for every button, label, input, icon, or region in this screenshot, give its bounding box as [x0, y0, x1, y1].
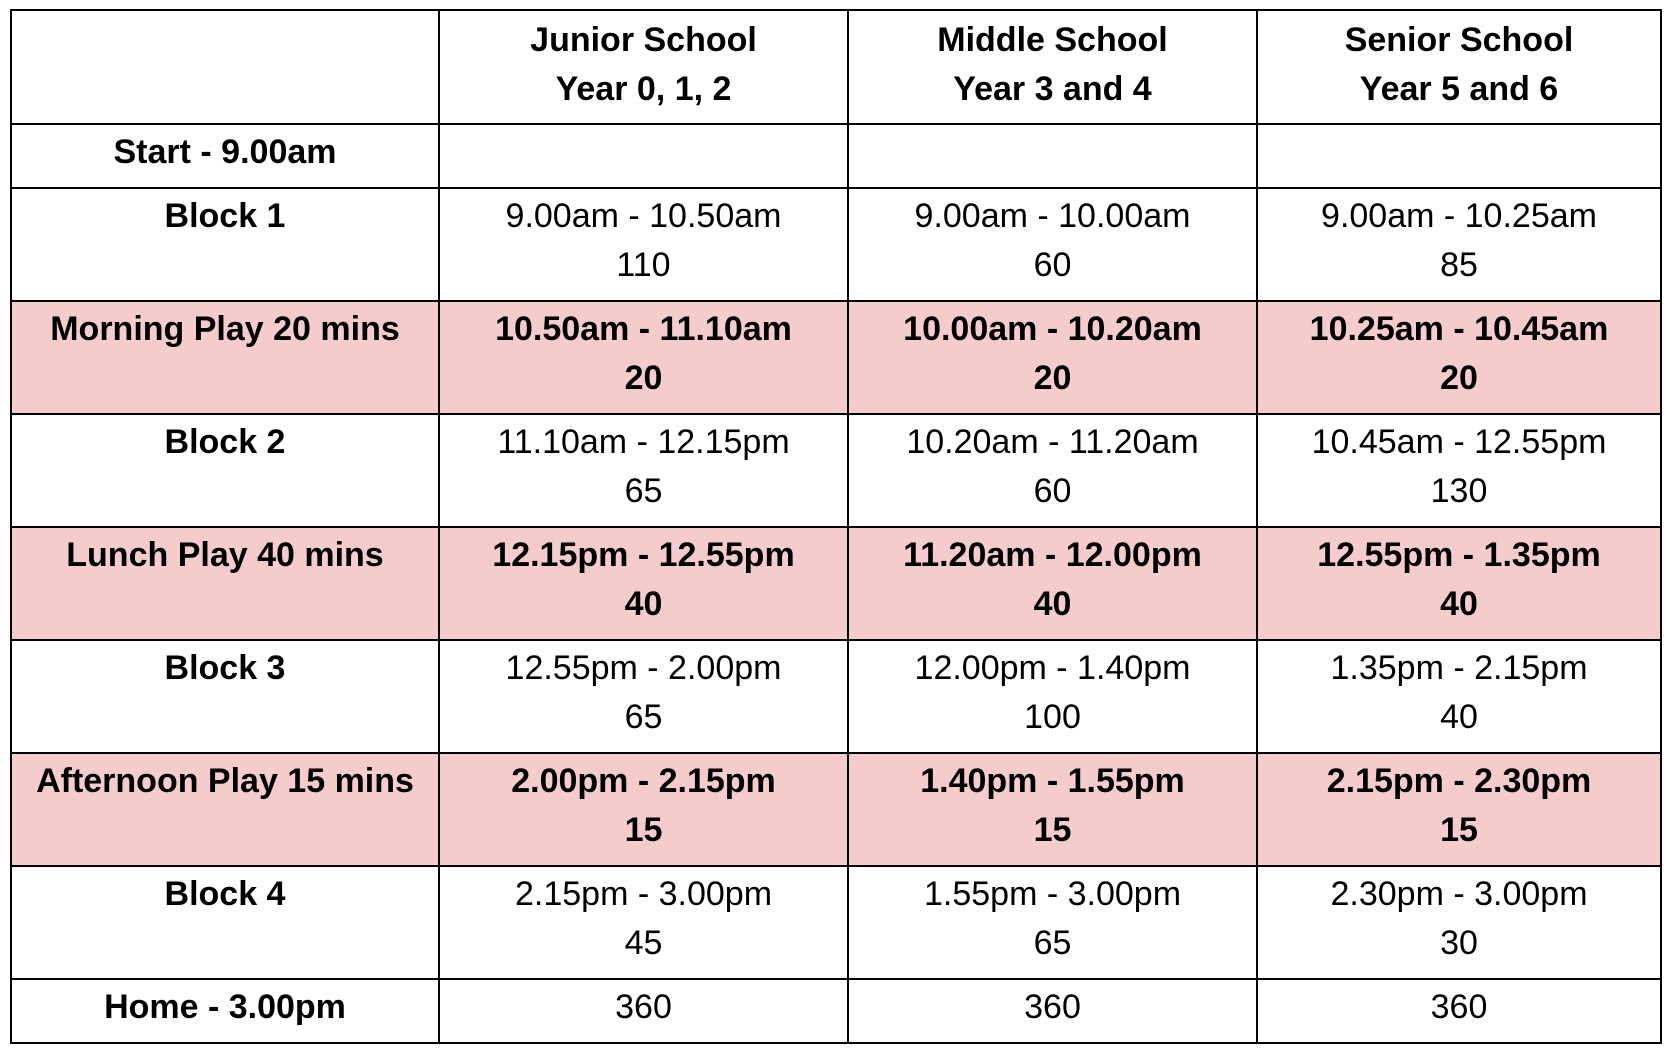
- row-label: Block 1: [11, 188, 439, 301]
- column-header-years: Year 0, 1, 2: [555, 70, 732, 108]
- table-cell: [848, 527, 1257, 640]
- row-block-3: [11, 640, 1661, 753]
- table-cell: 360: [439, 979, 848, 1043]
- time-range: 10.20am - 11.20am: [906, 423, 1199, 461]
- duration-minutes: 65: [624, 698, 663, 736]
- duration-minutes: 40: [1440, 585, 1478, 623]
- time-range: 2.00pm - 2.15pm: [511, 762, 776, 800]
- time-range: 1.55pm - 3.00pm: [923, 875, 1182, 913]
- table-cell: [1257, 640, 1661, 753]
- row-label: Block 2: [11, 414, 439, 527]
- table-cell: [439, 527, 848, 640]
- duration-minutes: 15: [1440, 811, 1478, 849]
- corner-cell: [11, 10, 439, 124]
- time-range: 12.55pm - 1.35pm: [1317, 536, 1601, 574]
- table-cell: [1257, 301, 1661, 414]
- duration-minutes: 60: [1033, 246, 1072, 284]
- column-header-senior: [1257, 10, 1661, 124]
- row-morning-play: [11, 301, 1661, 414]
- table-cell: [848, 753, 1257, 866]
- row-block-4: [11, 866, 1661, 979]
- duration-minutes: 45: [624, 924, 663, 962]
- column-header-title: Junior School: [530, 21, 757, 59]
- table-cell: [1257, 124, 1661, 188]
- time-range: 2.30pm - 3.00pm: [1330, 875, 1588, 913]
- table-cell: [439, 124, 848, 188]
- row-label: Home - 3.00pm: [11, 979, 439, 1043]
- school-timetable: [10, 9, 1662, 1044]
- table-cell: [848, 640, 1257, 753]
- time-range: 12.15pm - 12.55pm: [492, 536, 795, 574]
- duration-minutes: 30: [1440, 924, 1478, 962]
- row-home: [11, 979, 1661, 1043]
- time-range: 10.00am - 10.20am: [903, 310, 1202, 348]
- row-start: [11, 124, 1661, 188]
- table-cell: [439, 753, 848, 866]
- time-range: 11.10am - 12.15pm: [497, 423, 790, 461]
- row-label: Lunch Play 40 mins: [11, 527, 439, 640]
- table-cell: [848, 124, 1257, 188]
- time-range: 10.50am - 11.10am: [495, 310, 792, 348]
- column-header-years: Year 5 and 6: [1359, 70, 1559, 108]
- column-header-years: Year 3 and 4: [953, 70, 1152, 108]
- time-range: 11.20am - 12.00pm: [903, 536, 1202, 574]
- row-label: Block 3: [11, 640, 439, 753]
- row-afternoon-play: [11, 753, 1661, 866]
- duration-minutes: 15: [1033, 811, 1072, 849]
- duration-minutes: 15: [624, 811, 663, 849]
- table-cell: [1257, 188, 1661, 301]
- time-range: 10.45am - 12.55pm: [1311, 423, 1607, 461]
- table-cell: [439, 301, 848, 414]
- table-cell: [1257, 866, 1661, 979]
- duration-minutes: 40: [1033, 585, 1072, 623]
- table-cell: [848, 866, 1257, 979]
- table-cell: [848, 414, 1257, 527]
- table-cell: [439, 188, 848, 301]
- duration-minutes: 20: [1033, 359, 1072, 397]
- column-header-title: Middle School: [937, 21, 1168, 59]
- row-lunch-play: [11, 527, 1661, 640]
- time-range: 12.55pm - 2.00pm: [505, 649, 782, 687]
- row-block-2: [11, 414, 1661, 527]
- column-header-junior: [439, 10, 848, 124]
- column-header-middle: [848, 10, 1257, 124]
- row-label: Block 4: [11, 866, 439, 979]
- table-cell: [848, 188, 1257, 301]
- row-label: Morning Play 20 mins: [11, 301, 439, 414]
- table-cell: [1257, 753, 1661, 866]
- duration-minutes: 85: [1440, 246, 1478, 284]
- time-range: 12.00pm - 1.40pm: [914, 649, 1191, 687]
- duration-minutes: 100: [1024, 698, 1081, 736]
- table-cell: [1257, 527, 1661, 640]
- table-cell: [848, 301, 1257, 414]
- time-range: 9.00am - 10.25am: [1321, 197, 1597, 235]
- duration-minutes: 65: [624, 472, 663, 510]
- table-cell: 360: [1257, 979, 1661, 1043]
- time-range: 10.25am - 10.45am: [1309, 310, 1609, 348]
- table-cell: 360: [848, 979, 1257, 1043]
- duration-minutes: 20: [624, 359, 663, 397]
- duration-minutes: 20: [1440, 359, 1478, 397]
- time-range: 9.00am - 10.00am: [914, 197, 1191, 235]
- time-range: 2.15pm - 2.30pm: [1326, 762, 1592, 800]
- row-label: Start - 9.00am: [11, 124, 439, 188]
- time-range: 1.40pm - 1.55pm: [920, 762, 1185, 800]
- duration-minutes: 110: [616, 246, 671, 284]
- time-range: 9.00am - 10.50am: [505, 197, 782, 235]
- header-row: [11, 10, 1661, 124]
- time-range: 1.35pm - 2.15pm: [1330, 649, 1588, 687]
- row-label: Afternoon Play 15 mins: [11, 753, 439, 866]
- row-block-1: [11, 188, 1661, 301]
- table-cell: [1257, 414, 1661, 527]
- duration-minutes: 65: [1033, 924, 1072, 962]
- table-cell: [439, 866, 848, 979]
- table-cell: [439, 640, 848, 753]
- duration-minutes: 60: [1033, 472, 1072, 510]
- duration-minutes: 130: [1430, 472, 1488, 510]
- duration-minutes: 40: [1440, 698, 1478, 736]
- duration-minutes: 40: [624, 585, 663, 623]
- column-header-title: Senior School: [1344, 21, 1574, 59]
- table-cell: [439, 414, 848, 527]
- time-range: 2.15pm - 3.00pm: [514, 875, 773, 913]
